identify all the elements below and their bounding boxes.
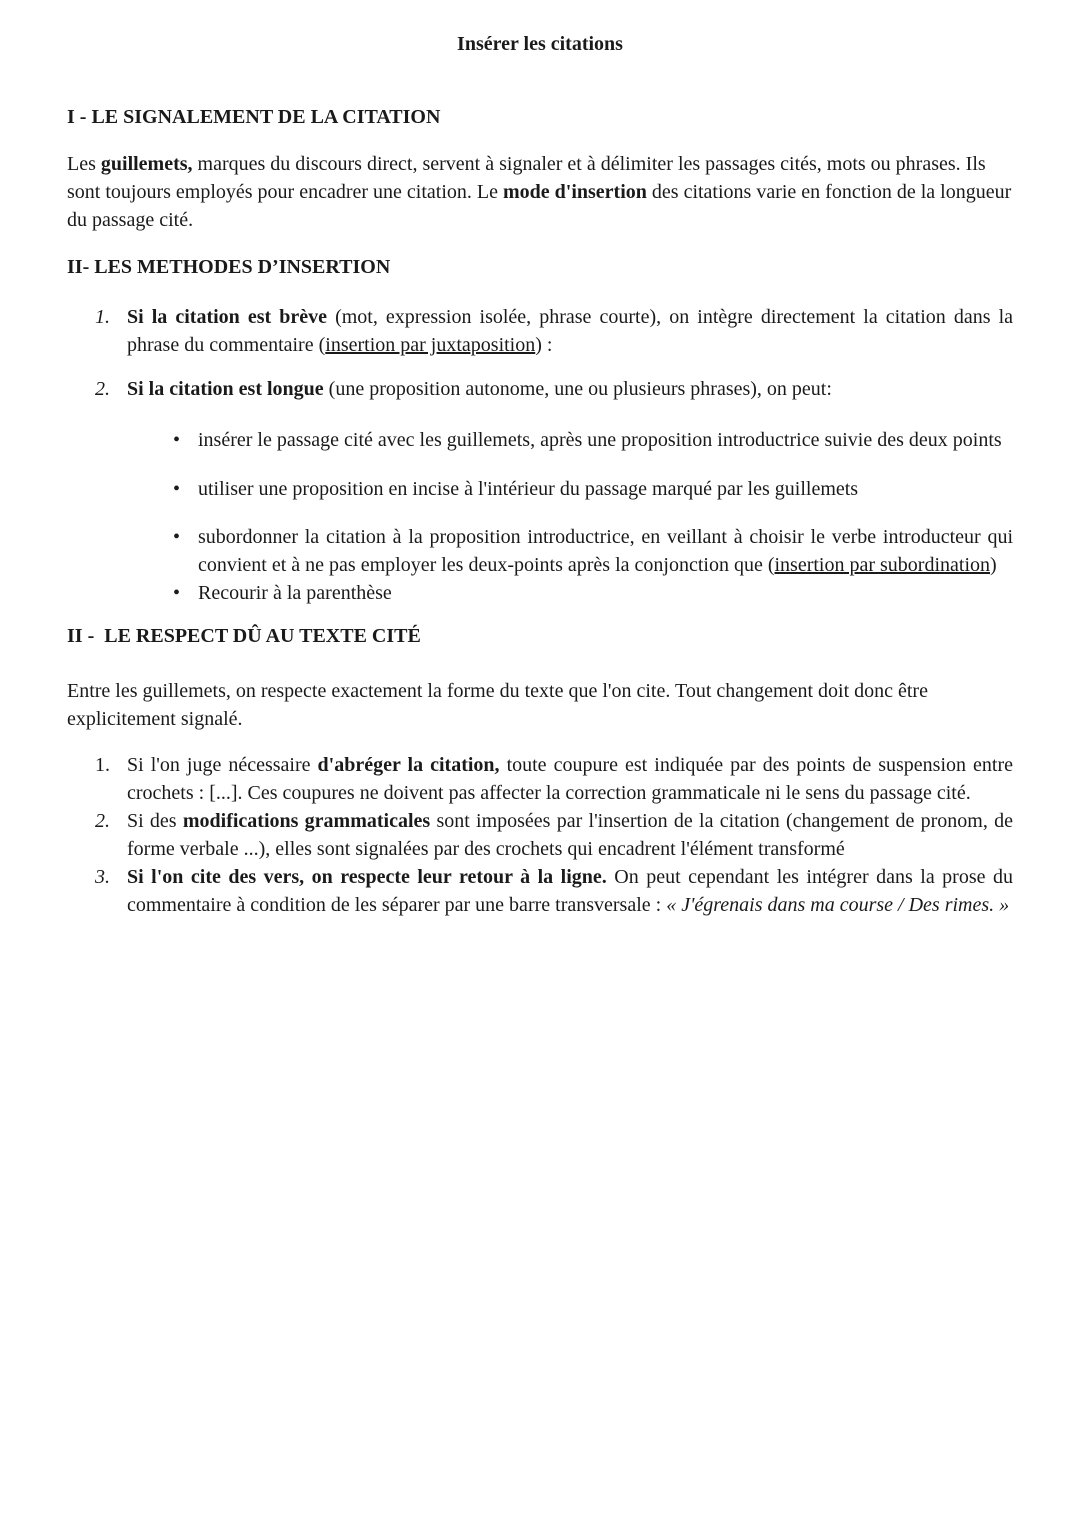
list-marker: 2. bbox=[95, 378, 110, 400]
numbered-item-text: Si l'on juge nécessaire d'abréger la citation, toute coupure est indiquée par des points de suspension entre crochets : [...]. Ces coupures ne doivent pas affecter la correction grammaticale ni le sens du passage cité. bbox=[127, 754, 1013, 804]
list-marker: 3. bbox=[95, 866, 110, 888]
bullet-item-text: insérer le passage cité avec les guillemets, après une proposition introductrice suivie des deux points bbox=[198, 429, 1002, 451]
bullet-item-text: Recourir à la parenthèse bbox=[198, 582, 392, 604]
section-3-heading: II - LE RESPECT DÛ AU TEXTE CITÉ bbox=[67, 625, 421, 647]
bullet-icon: • bbox=[173, 429, 181, 451]
section-1-heading: I - LE SIGNALEMENT DE LA CITATION bbox=[67, 106, 441, 128]
bullet-item-text: utiliser une proposition en incise à l'intérieur du passage marqué par les guillemets bbox=[198, 478, 859, 500]
bullet-item-text: subordonner la citation à la proposition introductrice, en veillant à choisir le verbe introducteur qui convient et à ne pas employer les deux-points après la conjonction que (insertion par subordination) bbox=[198, 526, 1013, 576]
numbered-item-abreger bbox=[67, 751, 1013, 807]
section-2-heading: II- LES METHODES D’INSERTION bbox=[67, 256, 391, 278]
list-marker: 1. bbox=[95, 306, 110, 328]
numbered-item-text: Si la citation est brève (mot, expression isolée, phrase courte), on intègre directement la citation dans la phrase du commentaire (insertion par juxtaposition) : bbox=[127, 306, 1014, 356]
numbered-item-modifications bbox=[67, 807, 1013, 863]
list-marker: 1. bbox=[95, 754, 110, 776]
numbered-item-breve bbox=[67, 303, 1013, 359]
numbered-item-text: Si des modifications grammaticales sont imposées par l'insertion de la citation (changement de pronom, de forme verbale ...), elles sont signalées par des crochets qui encadrent l'élément transformé bbox=[127, 810, 1013, 860]
numbered-item-text: Si la citation est longue (une proposition autonome, une ou plusieurs phrases), on peut: bbox=[127, 378, 832, 400]
list-marker: 2. bbox=[95, 810, 110, 832]
bullet-item-utiliser bbox=[67, 475, 1013, 503]
document-title: Insérer les citations bbox=[457, 33, 623, 55]
section-3-paragraph: Entre les guillemets, on respecte exactement la forme du texte que l'on cite. Tout changement doit donc être explicitement signalé. bbox=[67, 680, 928, 730]
bullet-item-inserer bbox=[67, 426, 1013, 454]
section-1-paragraph: Les guillemets, marques du discours direct, servent à signaler et à délimiter les passages cités, mots ou phrases. Ils sont toujours employés pour encadrer une citation. Le mode d'insertion des citations varie en fonction de la longueur du passage cité. bbox=[67, 153, 1012, 231]
bullet-icon: • bbox=[173, 526, 181, 548]
bullet-item-subordonner bbox=[67, 523, 1013, 579]
numbered-item-longue bbox=[67, 375, 1013, 403]
bullet-icon: • bbox=[173, 582, 181, 604]
numbered-item-vers bbox=[67, 863, 1013, 919]
numbered-item-text: Si l'on cite des vers, on respecte leur retour à la ligne. On peut cependant les intégrer dans la prose du commentaire à condition de les séparer par une barre transversale : « J'égrenais dans ma course / Des rimes. » bbox=[127, 866, 1014, 916]
bullet-item-parenthese bbox=[67, 579, 1013, 607]
bullet-icon: • bbox=[173, 478, 181, 500]
